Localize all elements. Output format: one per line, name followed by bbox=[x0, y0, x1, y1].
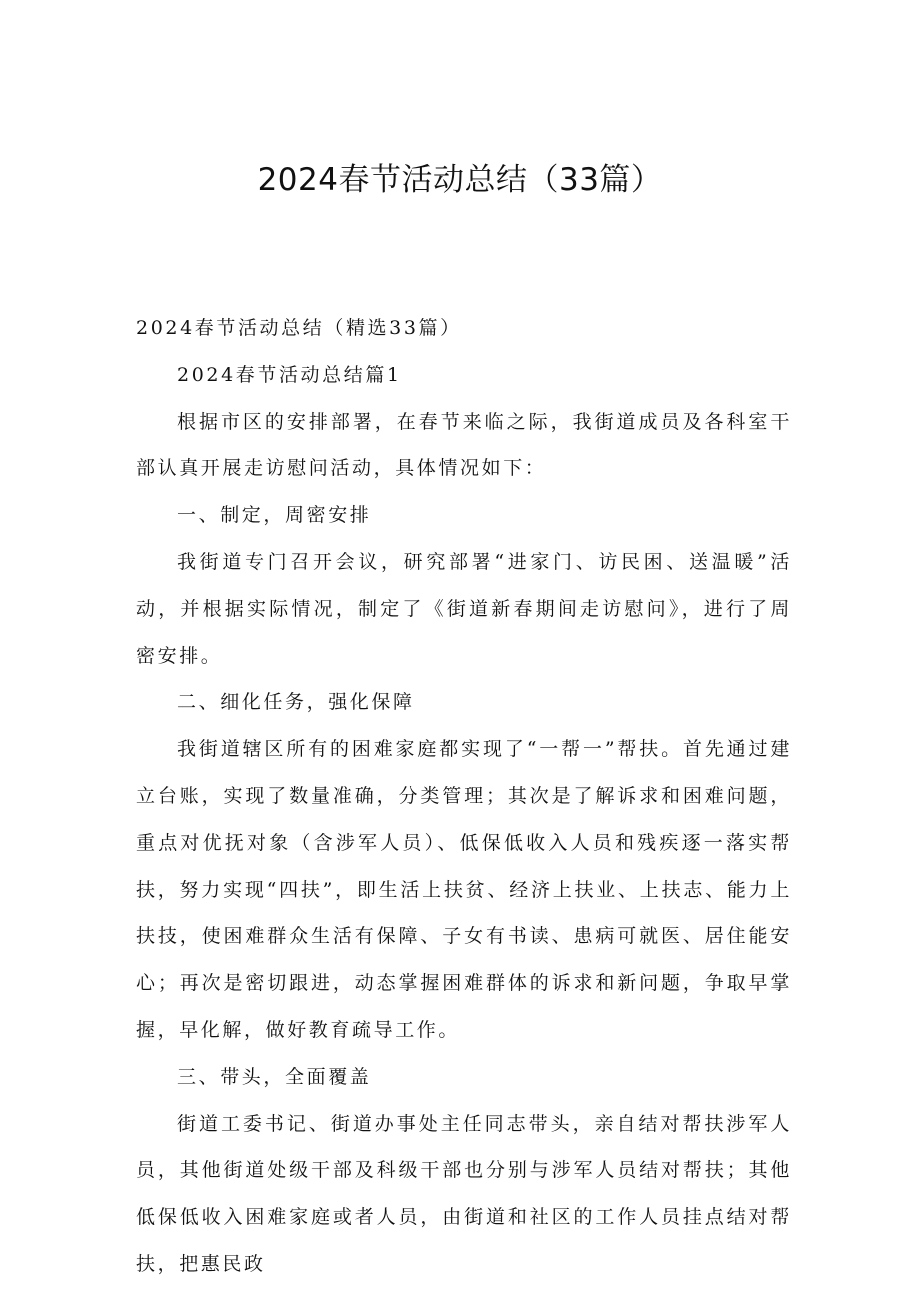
paragraph-heading-collection: 2024春节活动总结（精选33篇） bbox=[136, 317, 462, 339]
document-body bbox=[136, 305, 792, 1288]
paragraph: 街道工委书记、街道办事处主任同志带头，亲自结对帮扶涉军人员，其他街道处级干部及科级干部也分别与涉军人员结对帮扶；其他低保低收入困难家庭或者人员，由街道和社区的工作人员挂点结对帮扶，把惠民政 bbox=[136, 1112, 792, 1275]
paragraph: 我街道专门召开会议，研究部署“进家门、访民困、送温暖”活动，并根据实际情况，制定了《街道新春期间走访慰问》，进行了周密安排。 bbox=[136, 550, 792, 667]
paragraph: 根据市区的安排部署，在春节来临之际，我街道成员及各科室干部认真开展走访慰问活动，具体情况如下： bbox=[136, 410, 792, 480]
paragraph: 我街道辖区所有的困难家庭都实现了“一帮一”帮扶。首先通过建立台账，实现了数量准确，分类管理；其次是了解诉求和困难问题，重点对优抚对象（含涉军人员）、低保低收入人员和残疾逐一落实帮扶，努力实现“四扶”，即生活上扶贫、经济上扶业、上扶志、能力上扶技，使困难群众生活有保障、子女有书读、患病可就医、居住能安心；再次是密切跟进，动态掌握困难群体的诉求和新问题，争取早掌握，早化解，做好教育疏导工作。 bbox=[136, 738, 792, 1041]
section-heading: 二、细化任务，强化保障 bbox=[177, 691, 415, 714]
section-heading: 一、制定，周密安排 bbox=[177, 504, 372, 527]
document-title: 2024春节活动总结（33篇） bbox=[257, 162, 663, 198]
paragraph-heading-article: 2024春节活动总结篇1 bbox=[177, 363, 402, 386]
section-heading: 三、带头，全面覆盖 bbox=[177, 1065, 372, 1088]
